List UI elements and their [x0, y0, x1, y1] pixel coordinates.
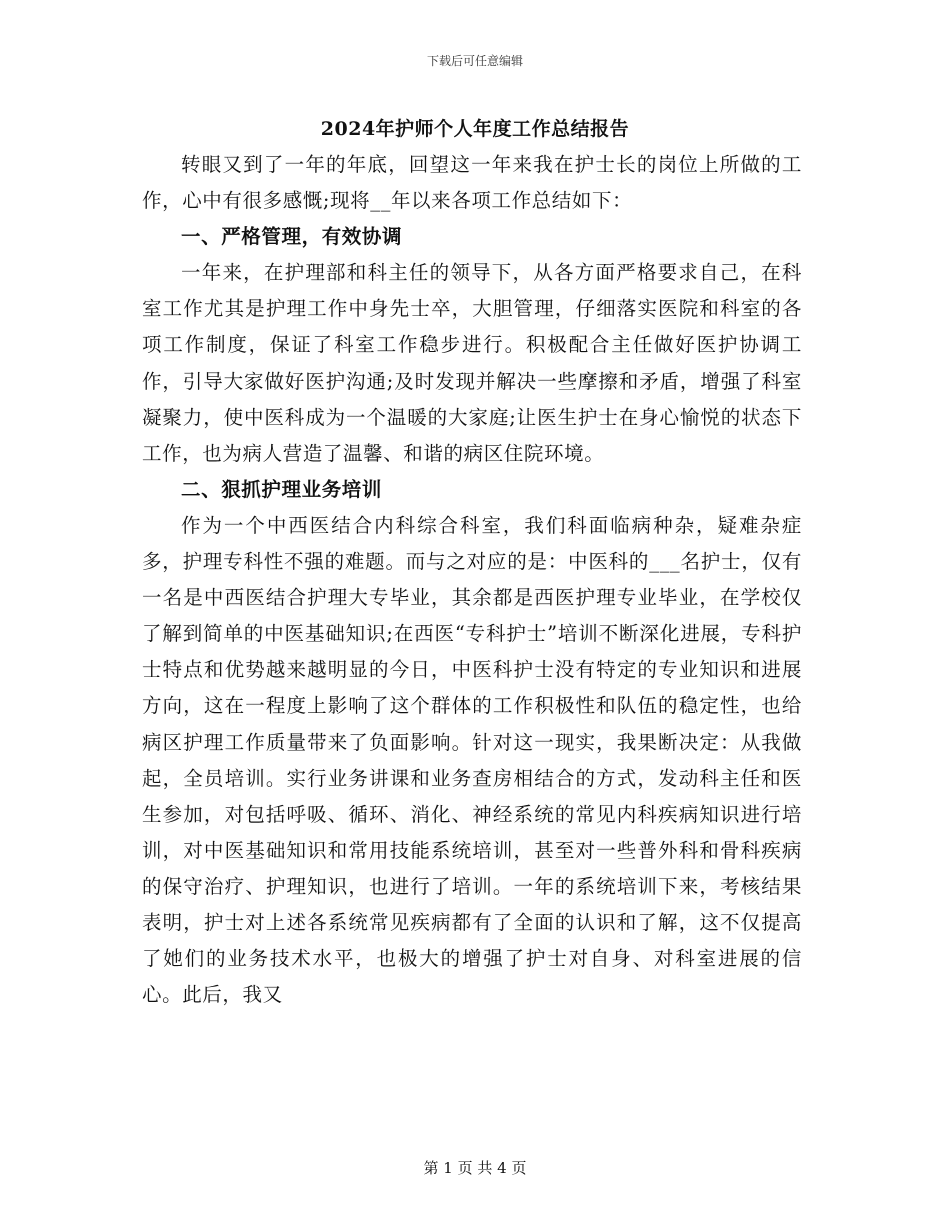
page-header-note: 下载后可任意编辑	[426, 54, 523, 68]
section-1-paragraph: 一年来，在护理部和科主任的领导下，从各方面严格要求自己，在科室工作尤其是护理工作中身先士卒，大胆管理，仔细落实医院和科室的各项工作制度，保证了科室工作稳步进行。积极配合主任做好医护协调工作，引导大家做好医护沟通;及时发现并解决一些摩擦和矛盾，增强了科室凝聚力，使中医科成为一个温暖的大家庭;让医生护士在身心愉悦的状态下工作，也为病人营造了温馨、和谐的病区住院环境。	[142, 261, 802, 465]
section-1-heading: 一、严格管理，有效协调	[181, 225, 403, 249]
intro-paragraph: 转眼又到了一年的年底，回望这一年来我在护士长的岗位上所做的工作，心中有很多感慨;现将__年以来各项工作总结如下：	[142, 153, 802, 213]
section-2-heading: 二、狠抓护理业务培训	[181, 477, 383, 501]
page-number-footer: 第 1 页 共 4 页	[423, 1159, 527, 1177]
section-2-paragraph: 作为一个中西医结合内科综合科室，我们科面临病种杂，疑难杂症多，护理专科性不强的难题。而与之对应的是：中医科的___名护士，仅有一名是中西医结合护理大专毕业，其余都是西医护理专业毕业，在学校仅了解到简单的中医基础知识;在西医“专科护士”培训不断深化进展，专科护士特点和优势越来越明显的今日，中医科护士没有特定的专业知识和进展方向，这在一程度上影响了这个群体的工作积极性和队伍的稳定性，也给病区护理工作质量带来了负面影响。针对这一现实，我果断决定：从我做起，全员培训。实行业务讲课和业务查房相结合的方式，发动科主任和医生参加，对包括呼吸、循环、消化、神经系统的常见内科疾病知识进行培训，对中医基础知识和常用技能系统培训，甚至对一些普外科和骨科疾病的保守治疗、护理知识，也进行了培训。一年的系统培训下来，考核结果表明，护士对上述各系统常见疾病都有了全面的认识和了解，这不仅提高了她们的业务技术水平，也极大的增强了护士对自身、对科室进展的信心。此后，我又	[142, 513, 802, 1007]
document-title: 2024年护师个人年度工作总结报告	[320, 118, 630, 140]
document-body	[142, 147, 802, 1013]
